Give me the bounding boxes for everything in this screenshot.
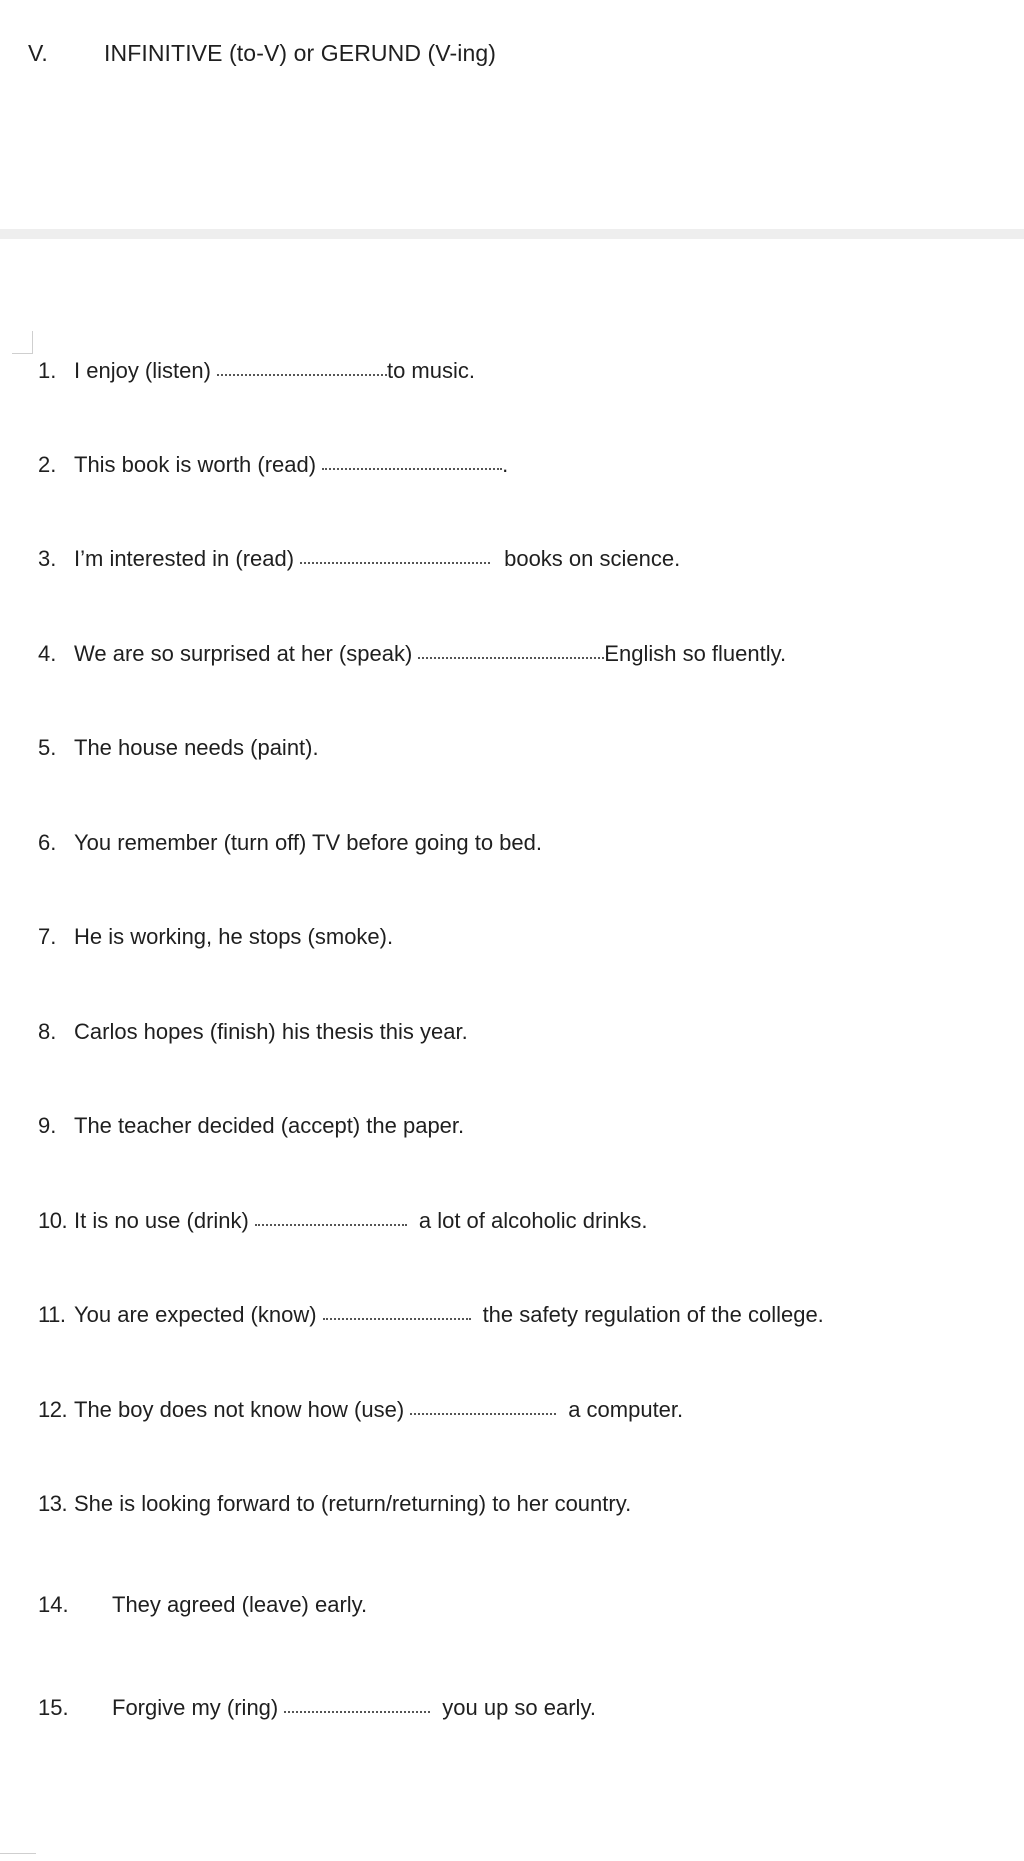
item-text: They agreed (leave) early. xyxy=(112,1592,368,1617)
section-title: INFINITIVE (to-V) or GERUND (V-ing) xyxy=(104,40,496,66)
section-number: V. xyxy=(28,40,48,66)
item-text: Carlos hopes (finish) his thesis this year. xyxy=(74,1019,468,1044)
item-text: Forgive my (ring) xyxy=(112,1695,279,1720)
item-number: 11. xyxy=(38,1302,66,1327)
section-header xyxy=(28,40,496,67)
item-number: 1. xyxy=(38,358,57,383)
item-text: The house needs (paint). xyxy=(74,735,319,760)
page-break xyxy=(0,229,1024,239)
answer-blank[interactable] xyxy=(418,655,604,659)
item-number: 4. xyxy=(38,641,57,666)
item-number: 9. xyxy=(38,1113,57,1138)
item-text: It is no use (drink) xyxy=(74,1208,249,1233)
item-text: You remember (turn off) TV before going to bed. xyxy=(74,830,542,855)
exercise-item-12 xyxy=(38,1397,683,1423)
item-number: 10. xyxy=(38,1208,68,1233)
item-text: I’m interested in (read) xyxy=(74,546,295,571)
item-text: a computer. xyxy=(568,1397,684,1422)
exercise-item-1 xyxy=(38,358,475,384)
item-number: 14. xyxy=(38,1592,69,1617)
item-number: 13. xyxy=(38,1491,68,1516)
item-text: to music. xyxy=(386,358,475,383)
item-text: This book is worth (read) xyxy=(74,452,317,477)
answer-blank[interactable] xyxy=(255,1222,407,1226)
item-number: 5. xyxy=(38,735,57,760)
answer-blank[interactable] xyxy=(300,560,490,564)
item-number: 12. xyxy=(38,1397,68,1422)
item-text: . xyxy=(502,452,509,477)
item-number: 7. xyxy=(38,924,57,949)
exercise-item-8 xyxy=(38,1019,468,1045)
exercise-item-4 xyxy=(38,641,786,667)
item-number: 2. xyxy=(38,452,57,477)
answer-blank[interactable] xyxy=(410,1411,556,1415)
item-text: She is looking forward to (return/returning) to her country. xyxy=(74,1491,632,1516)
item-text: We are so surprised at her (speak) xyxy=(74,641,413,666)
answer-blank[interactable] xyxy=(217,372,387,376)
exercise-item-2 xyxy=(38,452,508,478)
item-number: 15. xyxy=(38,1695,69,1720)
item-text: I enjoy (listen) xyxy=(74,358,211,383)
exercise-item-13 xyxy=(38,1491,631,1517)
item-text: He is working, he stops (smoke). xyxy=(74,924,394,949)
item-number: 3. xyxy=(38,546,57,571)
item-text: The boy does not know how (use) xyxy=(74,1397,405,1422)
exercise-item-5 xyxy=(38,735,319,761)
answer-blank[interactable] xyxy=(322,466,502,470)
item-text: books on science. xyxy=(504,546,681,571)
answer-blank[interactable] xyxy=(284,1709,430,1713)
item-number: 8. xyxy=(38,1019,57,1044)
item-text: You are expected (know) xyxy=(74,1302,317,1327)
item-text: a lot of alcoholic drinks. xyxy=(418,1208,648,1233)
exercise-item-7 xyxy=(38,924,393,950)
margin-marker xyxy=(0,1853,36,1860)
exercise-item-3 xyxy=(38,546,680,572)
exercise-item-10 xyxy=(38,1208,648,1234)
exercise-item-11 xyxy=(38,1302,824,1328)
exercise-item-6 xyxy=(38,830,542,856)
exercise-item-9 xyxy=(38,1113,464,1139)
item-text: the safety regulation of the college. xyxy=(482,1302,824,1327)
answer-blank[interactable] xyxy=(323,1316,471,1320)
item-text: you up so early. xyxy=(442,1695,596,1720)
item-number: 6. xyxy=(38,830,57,855)
item-text: English so fluently. xyxy=(604,641,787,666)
exercise-item-15 xyxy=(38,1695,596,1721)
item-text: The teacher decided (accept) the paper. xyxy=(74,1113,465,1138)
exercise-item-14 xyxy=(38,1592,367,1618)
margin-marker xyxy=(12,331,33,354)
